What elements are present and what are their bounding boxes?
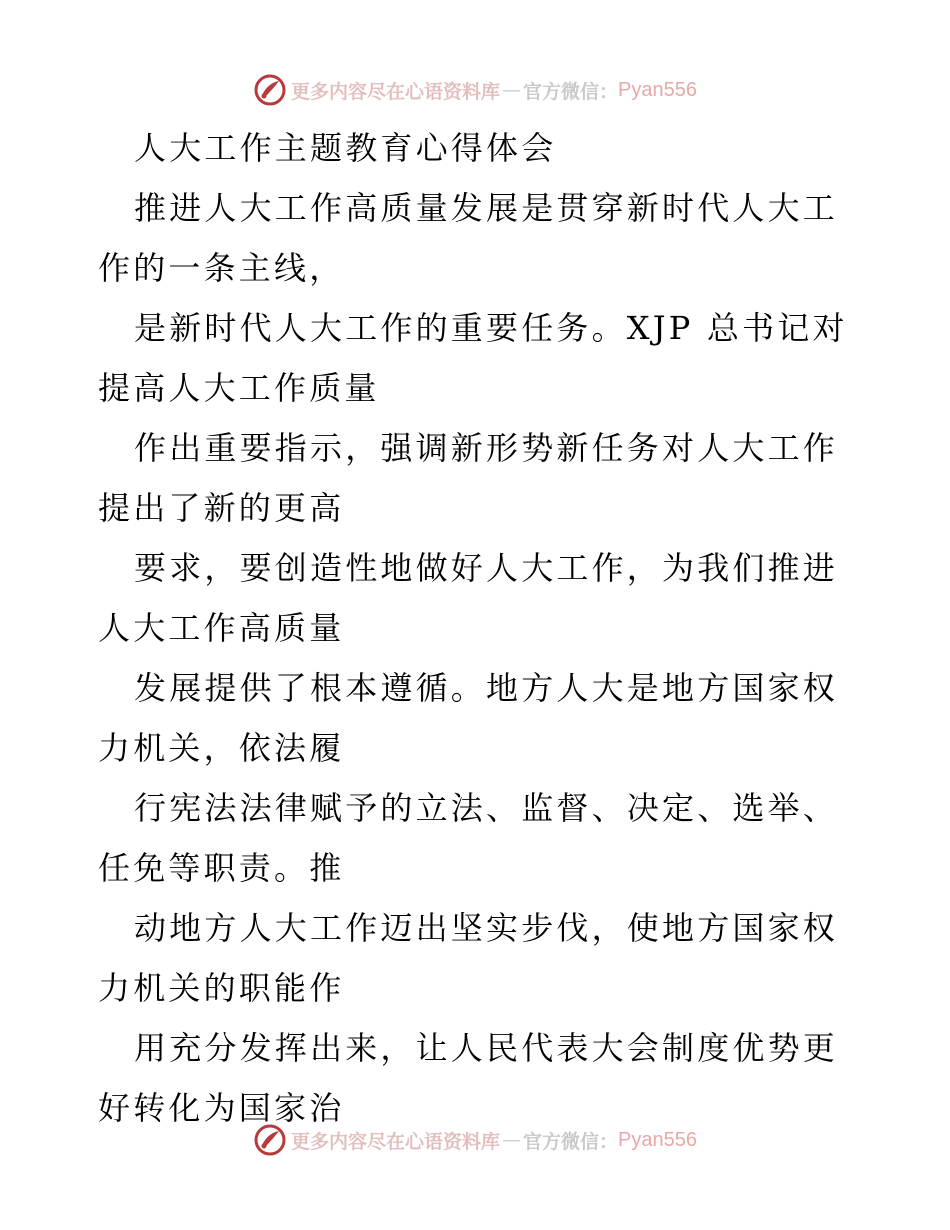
banner-official-label: 官方微信：	[523, 80, 619, 103]
banner-official-label: 官方微信：	[523, 1130, 619, 1153]
brush-stamp-icon	[253, 73, 287, 107]
paragraph-line: 行宪法法律赋予的立法、监督、决定、选举、任免等职责。推	[98, 789, 839, 887]
banner-wechat-id: Pyan556	[618, 78, 697, 101]
banner-wechat-id: Pyan556	[618, 1128, 697, 1151]
brush-stamp-icon	[253, 1123, 287, 1157]
paragraph-line: 发展提供了根本遵循。地方人大是地方国家权力机关，依法履	[98, 669, 839, 767]
banner-dash: —	[502, 1129, 522, 1151]
header-banner	[0, 68, 950, 112]
paragraph-line: 动地方人大工作迈出坚实步伐，使地方国家权力机关的职能作	[98, 909, 839, 1007]
paragraph-line: 推进人大工作高质量发展是贯穿新时代人大工作的一条主线，	[98, 189, 839, 287]
document-body	[98, 118, 858, 1138]
paragraph-line: 用充分发挥出来，让人民代表大会制度优势更好转化为国家治	[98, 1029, 839, 1127]
banner-dash: —	[502, 79, 522, 101]
paragraph-line: 是新时代人大工作的重要任务。XJP 总书记对提高人大工作质量	[98, 309, 848, 407]
banner-site-text: 更多内容尽在心语资料库	[291, 1130, 501, 1153]
paragraph-line: 要求，要创造性地做好人大工作，为我们推进人大工作高质量	[98, 549, 839, 647]
paragraph-line: 作出重要指示，强调新形势新任务对人大工作提出了新的更高	[98, 429, 839, 527]
banner-site-text: 更多内容尽在心语资料库	[291, 80, 501, 103]
document-title: 人大工作主题教育心得体会	[134, 129, 557, 167]
footer-banner	[0, 1118, 950, 1162]
